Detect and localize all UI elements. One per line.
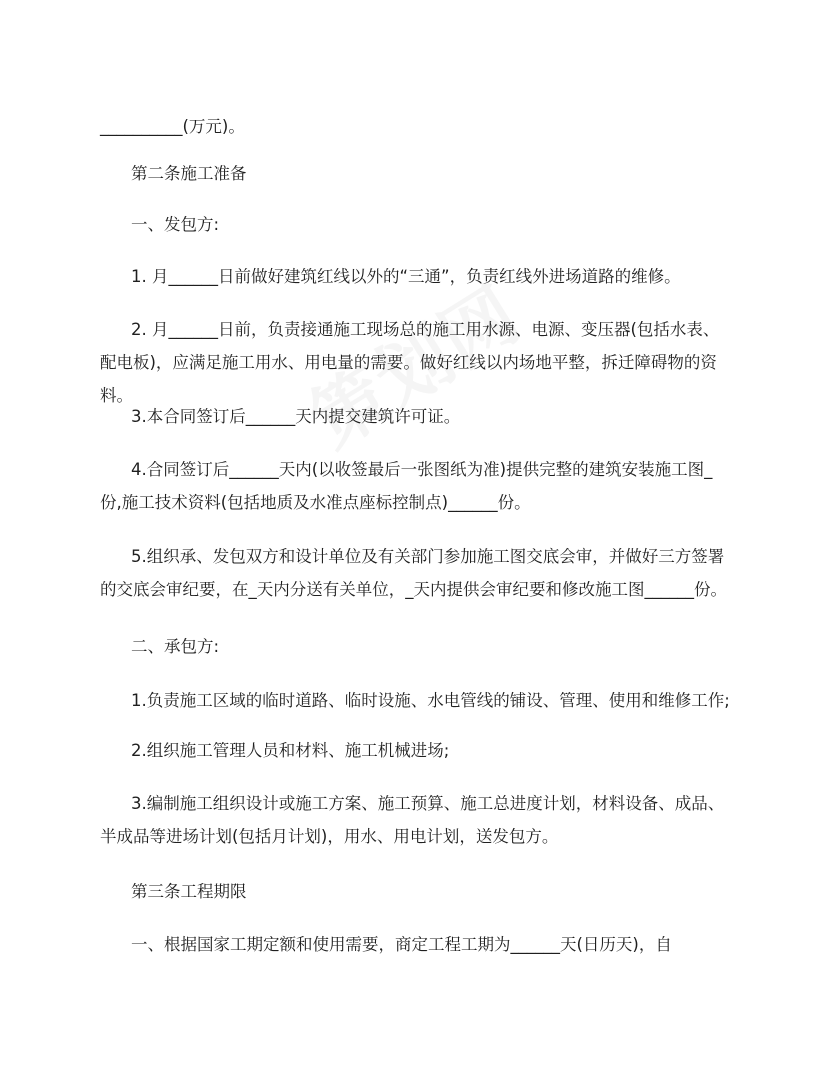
- paragraph-contractor-item-1: 1.负责施工区域的临时道路、临时设施、水电管线的铺设、管理、使用和维修工作;: [131, 691, 730, 710]
- section-heading-construction-prep: 第二条施工准备: [131, 164, 247, 183]
- paragraph-item-3: 3.本合同签订后______天内提交建筑许可证。: [131, 407, 461, 426]
- paragraph-item-5: 5.组织承、发包双方和设计单位及有关部门参加施工图交底会审，并做好三方签署的交底会审纪要，在_天内分送有关单位，_天内提供会审纪要和修改施工图______份。: [100, 547, 727, 599]
- section-heading-project-duration: 第三条工程期限: [131, 882, 247, 901]
- paragraph-amount: __________(万元)。: [100, 117, 245, 136]
- paragraph-item-2: 2. 月______日前，负责接通施工现场总的施工用水源、电源、变压器(包括水表、配电板)，应满足施工用水、用电量的需要。做好红线以内场地平整，拆迁障碍物的资料。: [100, 320, 720, 405]
- paragraph-contractor-item-2: 2.组织施工管理人员和材料、施工机械进场;: [131, 741, 450, 760]
- subheading-contractor: 二、承包方:: [131, 637, 220, 656]
- paragraph-duration-item-1: 一、根据国家工期定额和使用需要，商定工程工期为______天(日历天)，自: [131, 935, 672, 954]
- paragraph-item-1: 1. 月______日前做好建筑红线以外的“三通”，负责红线外进场道路的维修。: [131, 267, 681, 286]
- subheading-employer: 一、发包方:: [131, 215, 220, 234]
- paragraph-contractor-item-3: 3.编制施工组织设计或施工方案、施工预算、施工总进度计划，材料设备、成品、半成品等进场计划(包括月计划)，用水、用电计划，送发包方。: [100, 794, 725, 846]
- paragraph-item-4: 4.合同签订后______天内(以收签最后一张图纸为准)提供完整的建筑安装施工图_份,施工技术资料(包括地质及水准点座标控制点)______份。: [100, 460, 713, 512]
